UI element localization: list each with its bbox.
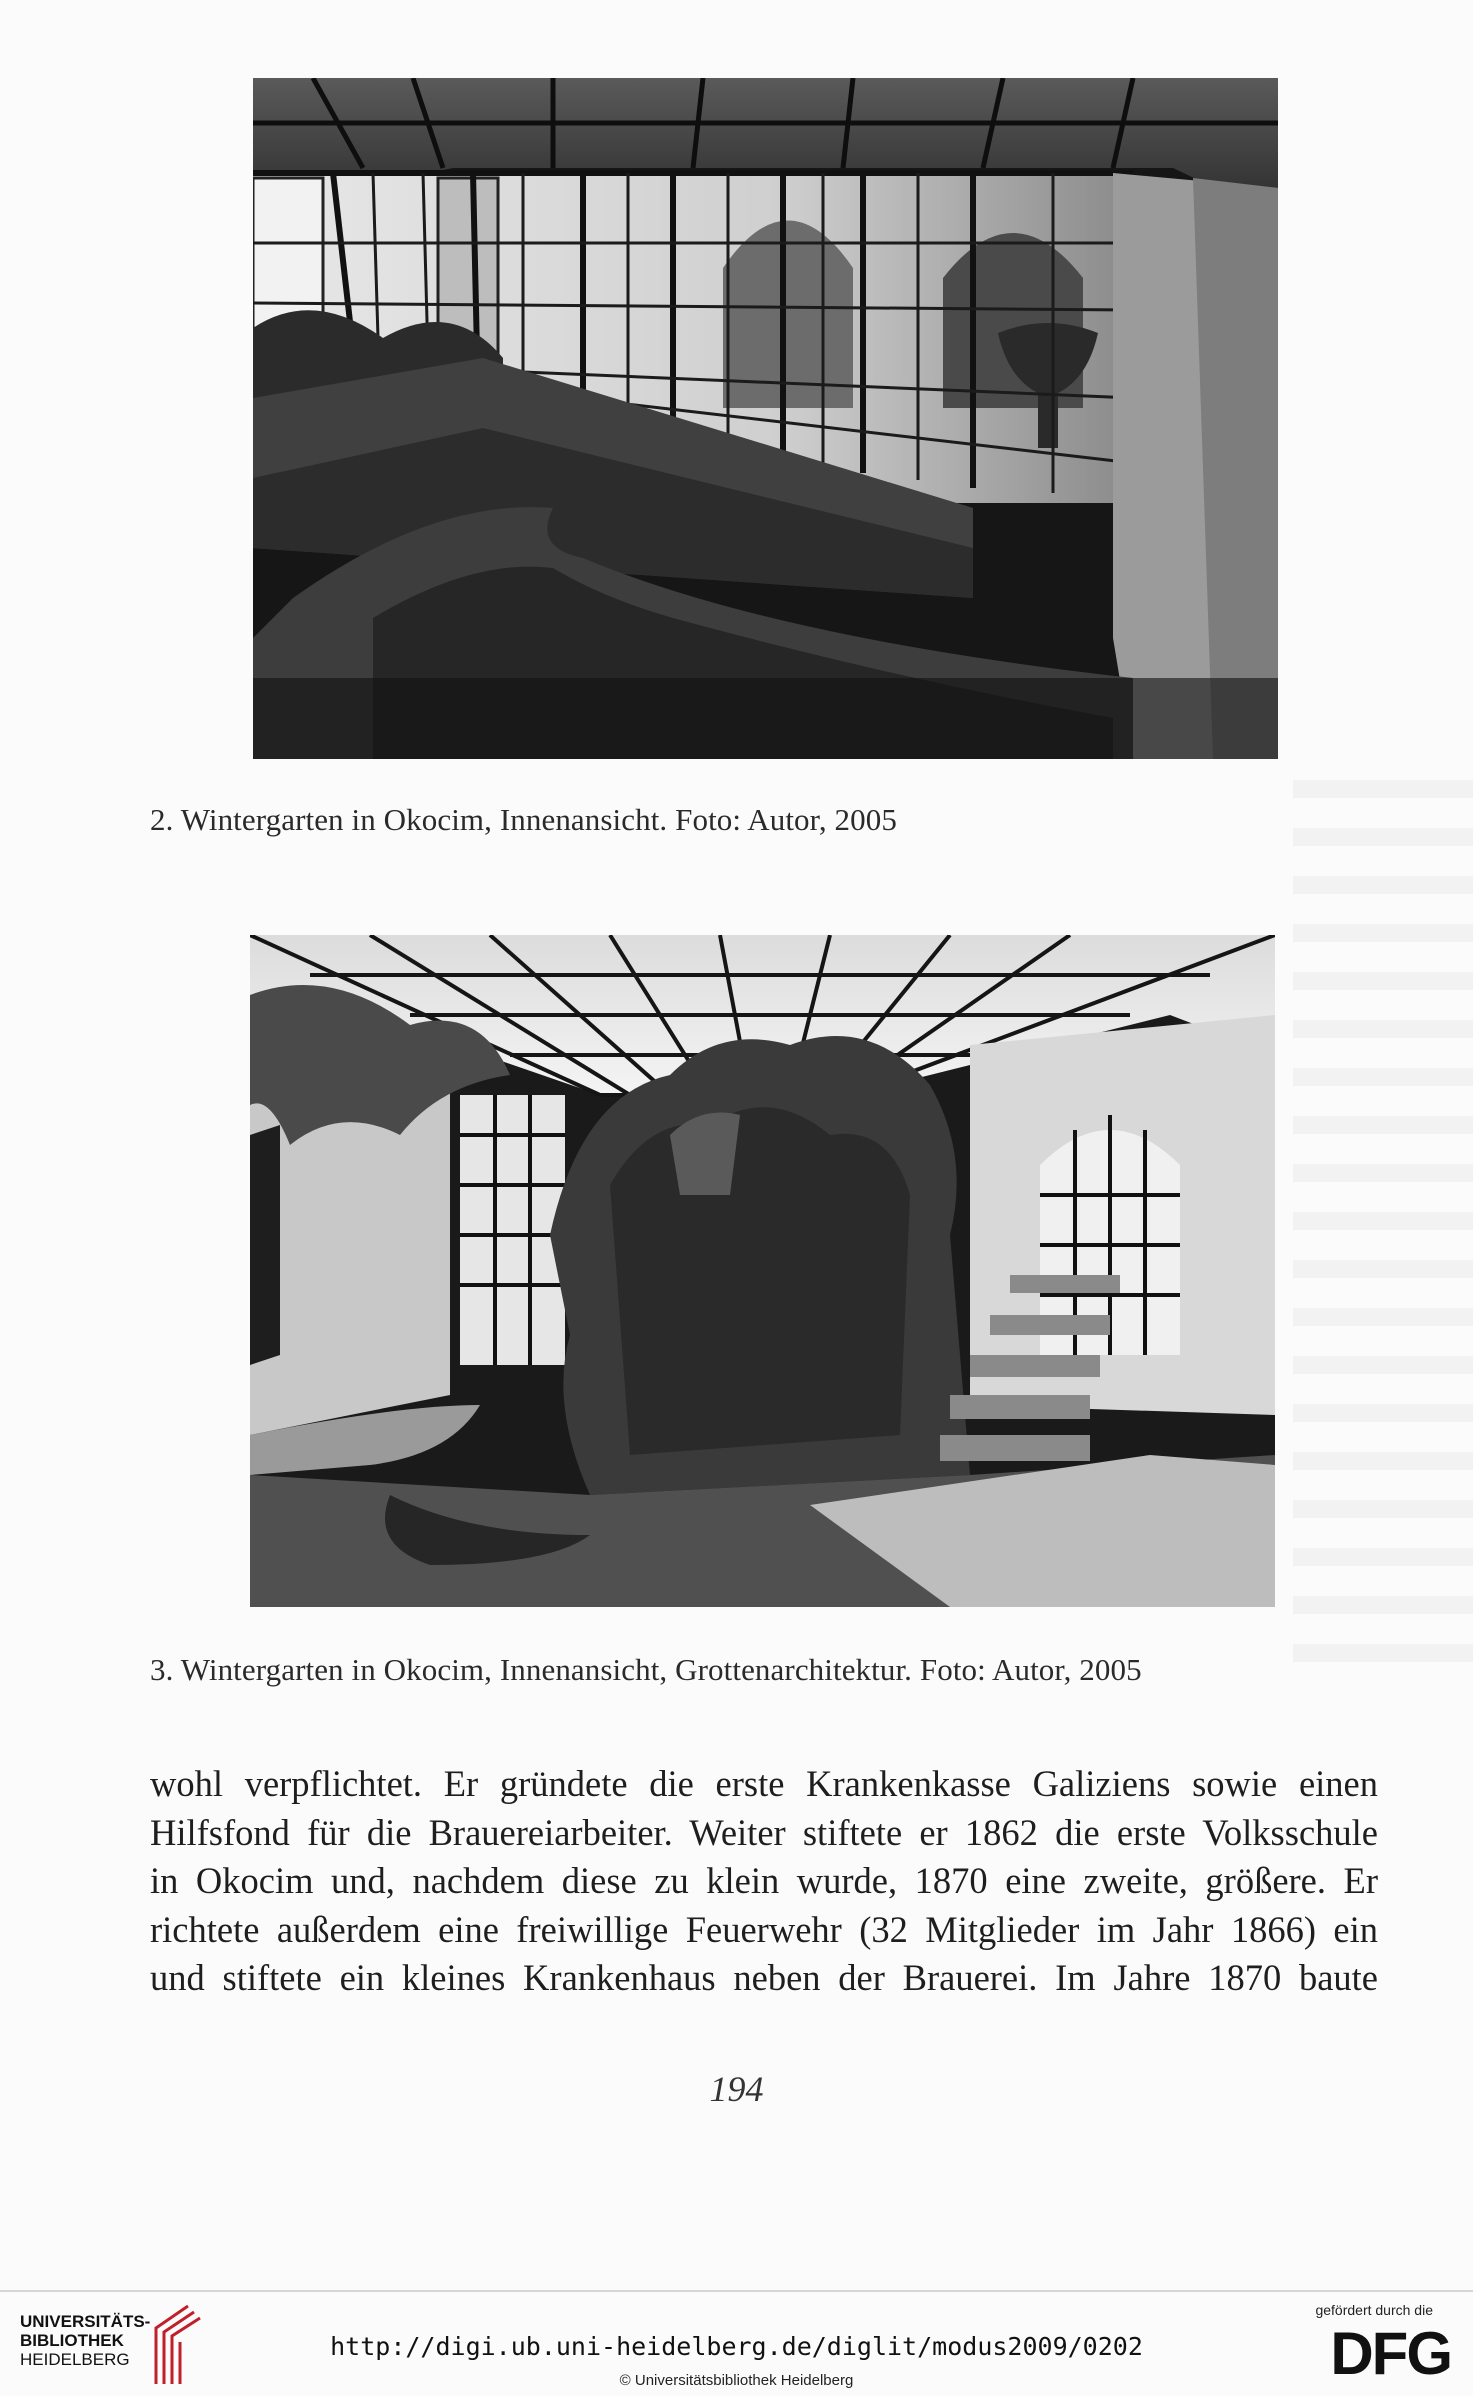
body-line: Hilfsfond für die Brauereiarbeiter. Weiter stiftete er 1862 die erste Volksschule	[150, 1811, 1378, 1853]
figure-2-caption: 2. Wintergarten in Okocim, Innenansicht. Foto: Autor, 2005	[150, 802, 897, 837]
figure-2-photo	[253, 78, 1278, 759]
reverse-page-bleed	[1293, 780, 1473, 1680]
source-url-link[interactable]: http://digi.ub.uni-heidelberg.de/diglit/modus2009/0202	[330, 2332, 1143, 2361]
body-line: wohl verpflichtet. Er gründete die erste Krankenkasse Galiziens sowie einen	[150, 1763, 1378, 1804]
library-name-line-1: UNIVERSITÄTS-	[20, 2312, 151, 2331]
figure-3-caption: 3. Wintergarten in Okocim, Innenansicht, Grottenarchitektur. Foto: Autor, 2005	[150, 1652, 1142, 1687]
figure-3-photo	[250, 935, 1275, 1607]
funding-note: gefördert durch die	[1315, 2302, 1433, 2318]
copyright-notice: © Universitätsbibliothek Heidelberg	[619, 2372, 854, 2389]
digitization-footer	[0, 2290, 1473, 2396]
dfg-logo: DFG	[1330, 2320, 1451, 2387]
page-number: 194	[709, 2069, 764, 2109]
body-line: in Okocim und, nachdem diese zu klein wurde, 1870 eine zweite, größere. Er	[150, 1860, 1378, 1901]
body-line: richtete außerdem eine freiwillige Feuerwehr (32 Mitglieder im Jahr 1866) ein	[150, 1908, 1378, 1950]
library-name-line-3: HEIDELBERG	[20, 2350, 130, 2369]
body-line: und stiftete ein kleines Krankenhaus neben der Brauerei. Im Jahre 1870 baute	[150, 1957, 1378, 1998]
footer-divider	[0, 2290, 1473, 2292]
body-paragraph	[150, 1760, 1378, 2003]
library-name-line-2: BIBLIOTHEK	[20, 2331, 124, 2350]
